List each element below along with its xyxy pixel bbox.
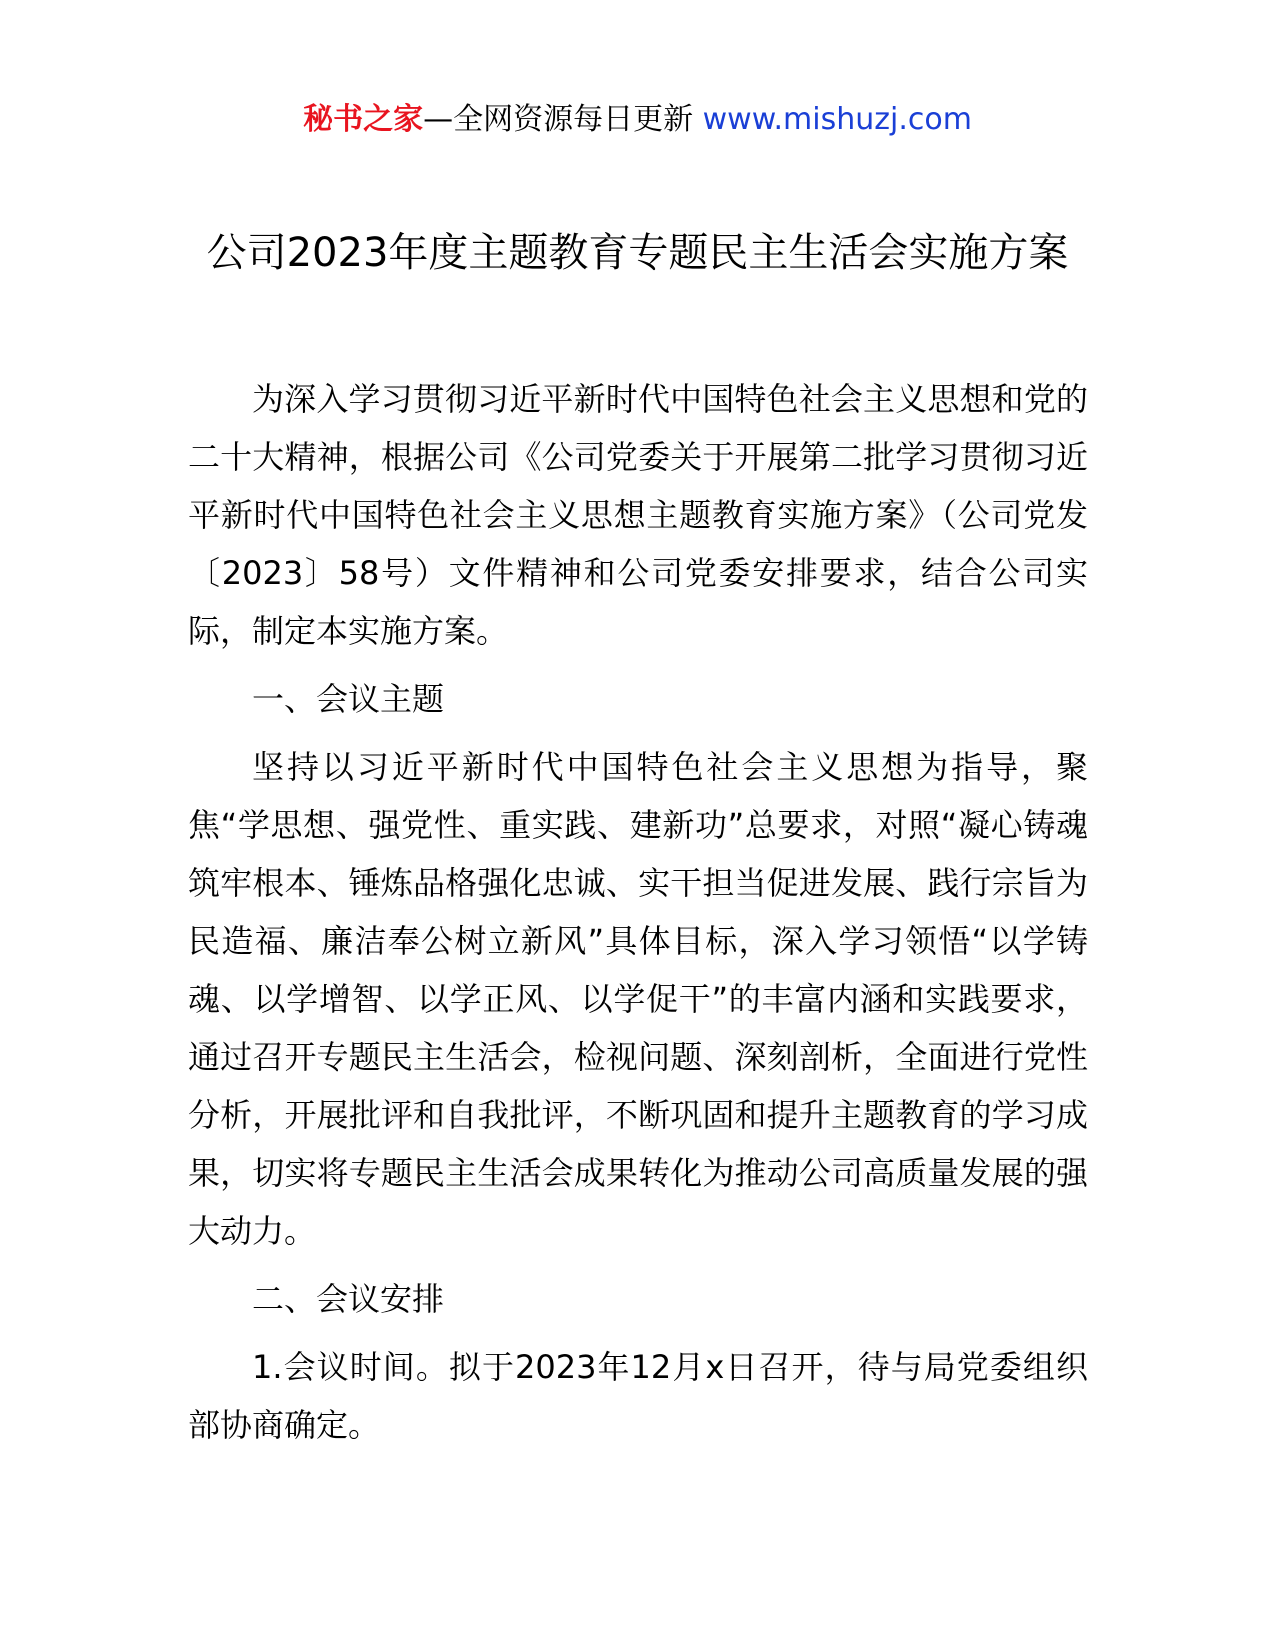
meeting-time-paragraph: 1.会议时间。拟于2023年12月x日召开，待与局党委组织部协商确定。 [188,1348,1088,1444]
intro-paragraph: 为深入学习贯彻习近平新时代中国特色社会主义思想和党的二十大精神，根据公司《公司党委关于开展第二批学习贯彻习近平新时代中国特色社会主义思想主题教育实施方案》（公司党发〔2023〕58号）文件精神和公司党委安排要求，结合公司实际，制定本实施方案。 [188,380,1088,650]
document-title: 公司2023年度主题教育专题民主生活会实施方案 [206,230,1069,276]
section-heading-arrangement: 二、会议安排 [252,1280,445,1318]
document-body [188,370,1088,1464]
section-heading-theme: 一、会议主题 [252,680,445,718]
site-url[interactable]: www.mishuzj.com [702,102,972,137]
header-slogan: —全网资源每日更新 [423,102,703,137]
brand-name: 秘书之家 [303,102,424,137]
site-header [0,98,1275,142]
theme-paragraph: 坚持以习近平新时代中国特色社会主义思想为指导，聚焦“学思想、强党性、重实践、建新功”总要求，对照“凝心铸魂筑牢根本、锤炼品格强化忠诚、实干担当促进发展、践行宗旨为民造福、廉洁奉公树立新风”具体目标，深入学习领悟“以学铸魂、以学增智、以学正风、以学促干”的丰富内涵和实践要求，通过召开专题民主生活会，检视问题、深刻剖析，全面进行党性分析，开展批评和自我批评，不断巩固和提升主题教育的学习成果，切实将专题民主生活会成果转化为推动公司高质量发展的强大动力。 [188,748,1088,1250]
